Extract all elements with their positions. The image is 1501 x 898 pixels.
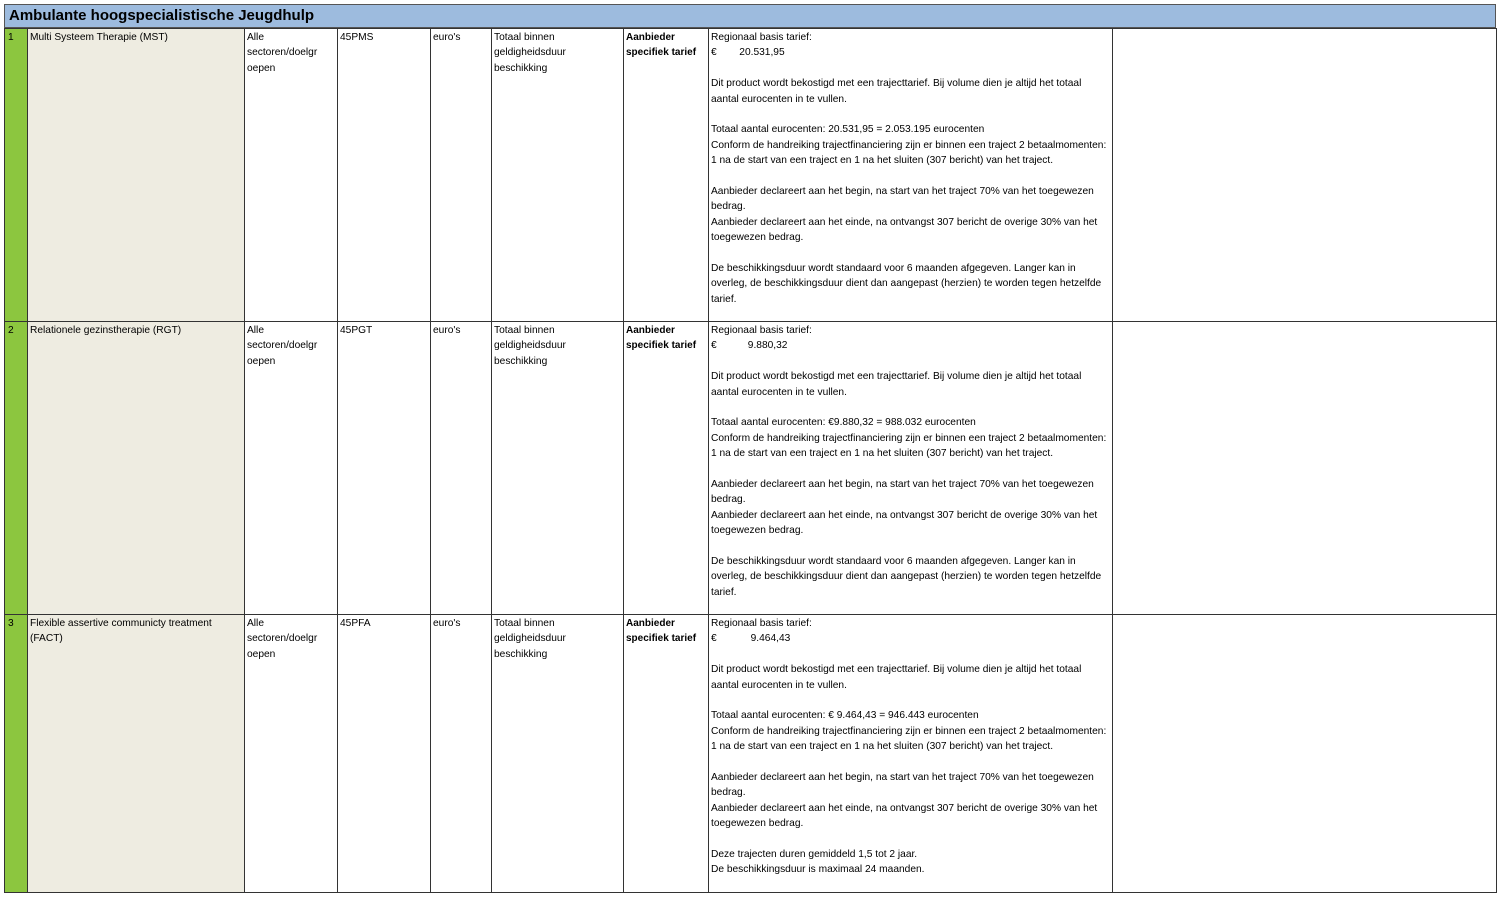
duration-cell: Totaal binnen geldigheidsduur beschikking [492, 615, 624, 893]
table-row [5, 322, 1497, 615]
description-cell [709, 29, 1113, 322]
description-p7: De beschikkingsduur is maximaal 24 maanden. [711, 864, 925, 876]
product-code: 45PFA [338, 615, 431, 893]
description-cell [709, 322, 1113, 615]
tariff-type: Aanbieder specifiek tarief [624, 615, 709, 893]
description-p3: Conform de handreiking trajectfinanciering zijn er binnen een traject 2 betaalmomenten: 1 na de start van een traject en 1 na het sluiten (307 bericht) van het traject. [711, 725, 1107, 753]
description-p2: Totaal aantal eurocenten: 20.531,95 = 2.053.195 eurocenten [711, 124, 985, 136]
description-p3: Conform de handreiking trajectfinanciering zijn er binnen een traject 2 betaalmomenten: 1 na de start van een traject en 1 na het sluiten (307 bericht) van het traject. [711, 139, 1107, 167]
row-number: 1 [5, 29, 28, 322]
product-name: Flexible assertive communicty treatment (FACT) [28, 615, 245, 893]
section-title: Ambulante hoogspecialistische Jeugdhulp [4, 4, 1496, 28]
description-p4: Aanbieder declareert aan het begin, na start van het traject 70% van het toegewezen bedrag. [711, 772, 1094, 799]
description-p4: Aanbieder declareert aan het begin, na start van het traject 70% van het toegewezen bedrag. [711, 186, 1094, 213]
duration-cell: Totaal binnen geldigheidsduur beschikking [492, 322, 624, 615]
unit-cell: euro's [431, 615, 492, 893]
description-p1: Dit product wordt bekostigd met een trajecttarief. Bij volume dien je altijd het totaal aantal eurocenten in te vullen. [711, 371, 1082, 398]
unit-cell: euro's [431, 322, 492, 615]
row-number: 3 [5, 615, 28, 893]
description-p2: Totaal aantal eurocenten: € 9.464,43 = 946.443 eurocenten [711, 710, 979, 722]
empty-cell [1113, 322, 1497, 615]
empty-cell [1113, 29, 1497, 322]
spreadsheet [4, 4, 1496, 893]
table-row [5, 615, 1497, 893]
sector-cell: Alle sectoren/doelgr oepen [245, 29, 338, 322]
sector-cell: Alle sectoren/doelgr oepen [245, 615, 338, 893]
table-row [5, 29, 1497, 322]
tariff-label: Regionaal basis tarief: [711, 618, 812, 629]
description-p3: Conform de handreiking trajectfinanciering zijn er binnen een traject 2 betaalmomenten: 1 na de start van een traject en 1 na het sluiten (307 bericht) van het traject. [711, 432, 1107, 460]
tariff-label: Regionaal basis tarief: [711, 32, 812, 43]
description-p6: Deze trajecten duren gemiddeld 1,5 tot 2 jaar. [711, 849, 918, 861]
tariff-type: Aanbieder specifiek tarief [624, 29, 709, 322]
product-code: 45PMS [338, 29, 431, 322]
description-p2: Totaal aantal eurocenten: €9.880,32 = 988.032 eurocenten [711, 417, 976, 429]
duration-cell: Totaal binnen geldigheidsduur beschikking [492, 29, 624, 322]
product-name: Multi Systeem Therapie (MST) [28, 29, 245, 322]
description-cell [709, 615, 1113, 893]
description-p5: Aanbieder declareert aan het einde, na ontvangst 307 bericht de overige 30% van het toegewezen bedrag. [711, 509, 1098, 537]
sector-cell: Alle sectoren/doelgr oepen [245, 322, 338, 615]
tariff-value: € 20.531,95 [711, 47, 785, 59]
empty-cell [1113, 615, 1497, 893]
description-p5: Aanbieder declareert aan het einde, na ontvangst 307 bericht de overige 30% van het toegewezen bedrag. [711, 802, 1098, 830]
tariff-type: Aanbieder specifiek tarief [624, 322, 709, 615]
tariff-label: Regionaal basis tarief: [711, 325, 812, 336]
row-number: 2 [5, 322, 28, 615]
description-p6: De beschikkingsduur wordt standaard voor 6 maanden afgegeven. Langer kan in overleg, de beschikkingsduur dient dan aangepast (herzien) te worden tegen hetzelfde tarief. [711, 556, 1102, 598]
description-p1: Dit product wordt bekostigd met een trajecttarief. Bij volume dien je altijd het totaal aantal eurocenten in te vullen. [711, 78, 1082, 105]
unit-cell: euro's [431, 29, 492, 322]
tariff-value: € 9.880,32 [711, 340, 788, 352]
product-code: 45PGT [338, 322, 431, 615]
tariff-value: € 9.464,43 [711, 633, 791, 645]
description-p4: Aanbieder declareert aan het begin, na start van het traject 70% van het toegewezen bedrag. [711, 479, 1094, 506]
description-p5: Aanbieder declareert aan het einde, na ontvangst 307 bericht de overige 30% van het toegewezen bedrag. [711, 216, 1098, 244]
description-p6: De beschikkingsduur wordt standaard voor 6 maanden afgegeven. Langer kan in overleg, de beschikkingsduur dient dan aangepast (herzien) te worden tegen hetzelfde tarief. [711, 263, 1102, 305]
product-name: Relationele gezinstherapie (RGT) [28, 322, 245, 615]
tariff-table [4, 28, 1497, 893]
description-p1: Dit product wordt bekostigd met een trajecttarief. Bij volume dien je altijd het totaal aantal eurocenten in te vullen. [711, 664, 1082, 691]
